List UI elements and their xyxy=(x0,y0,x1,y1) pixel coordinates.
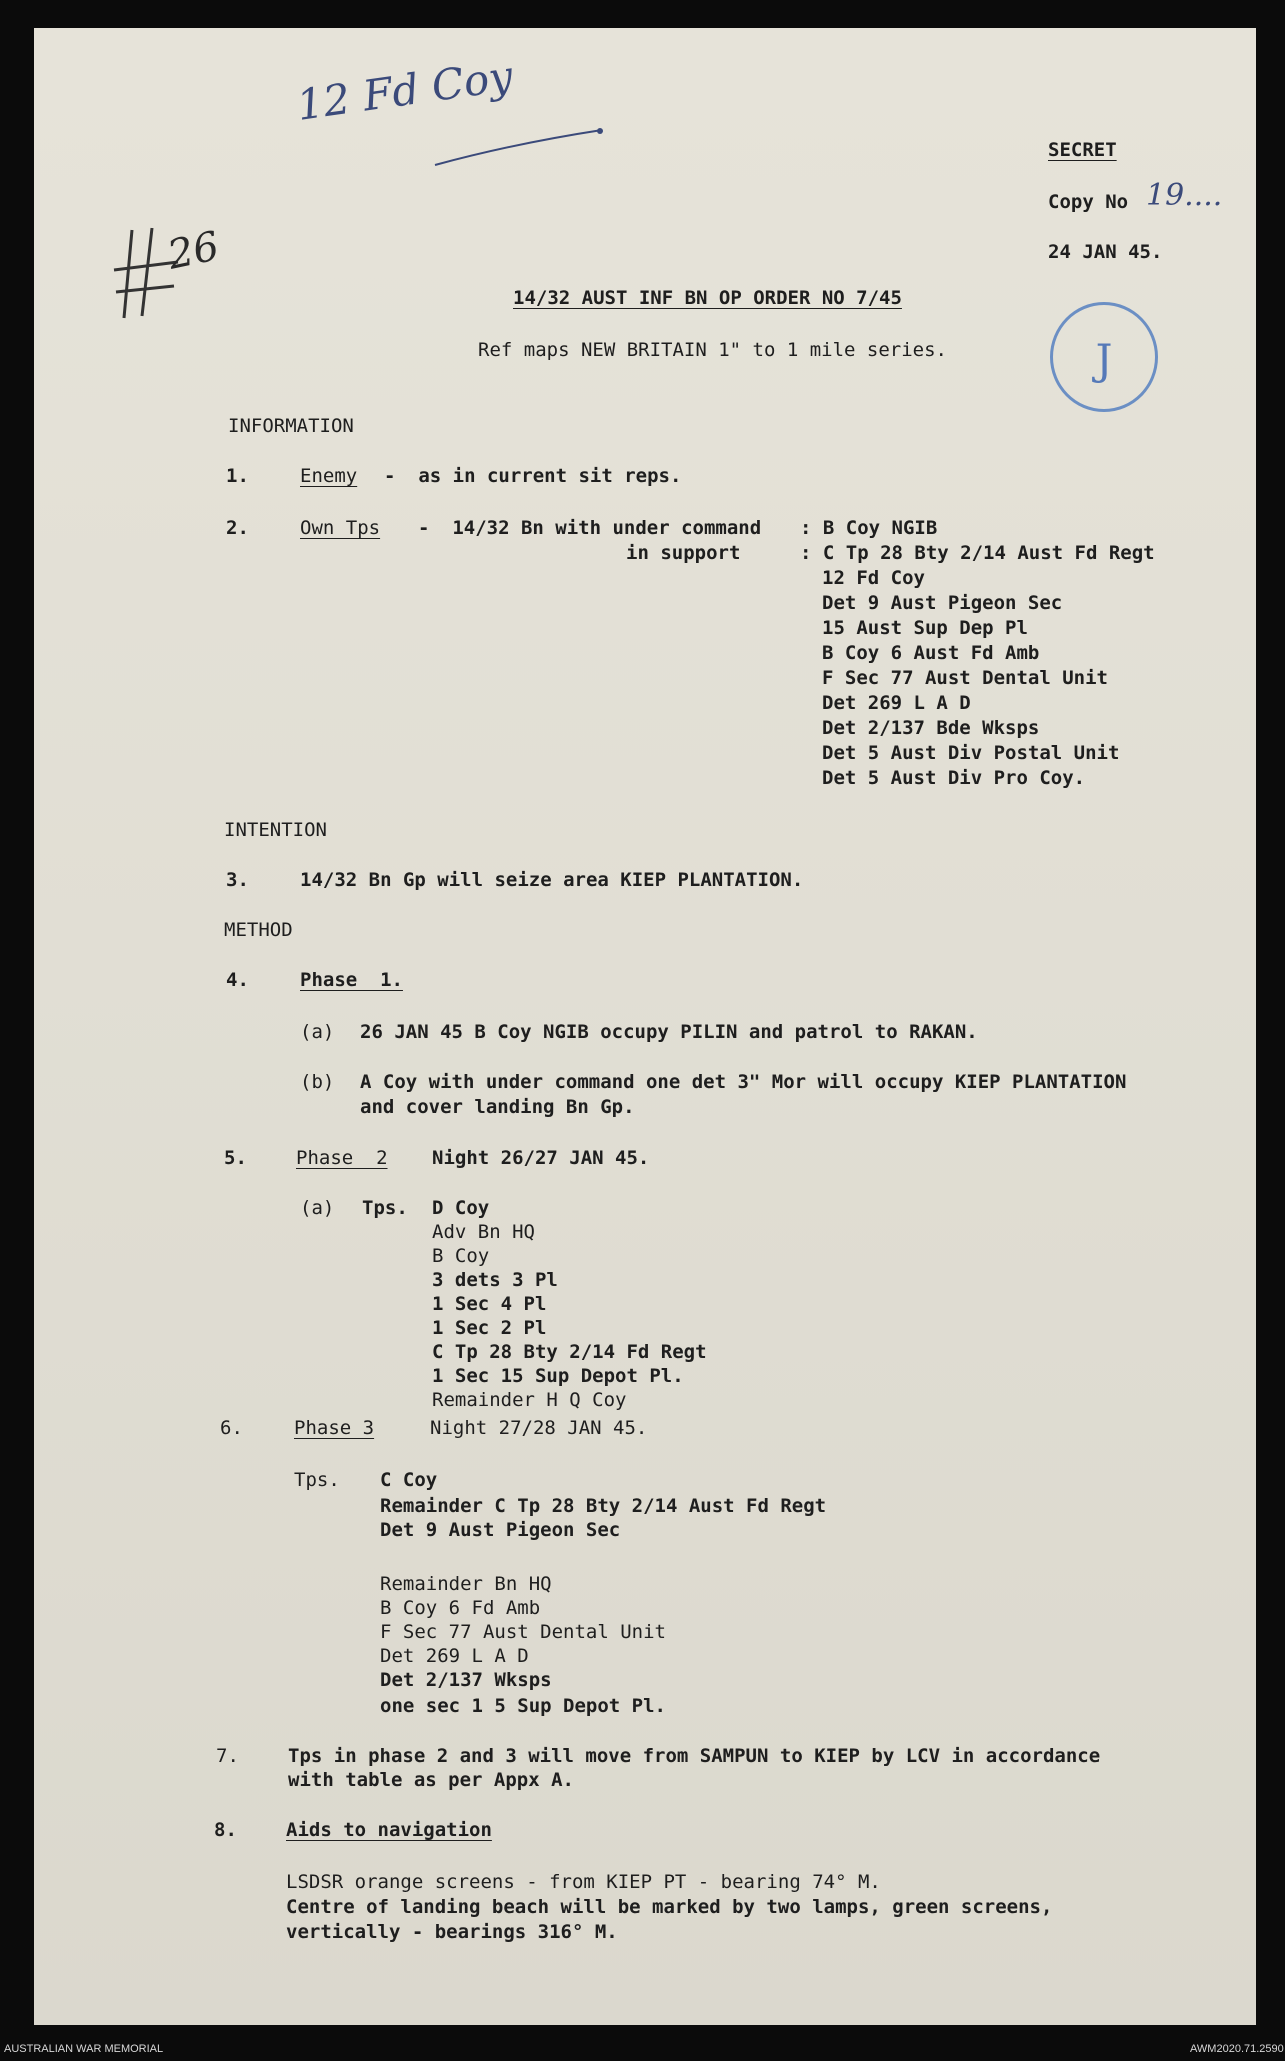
copy-number-value: 19.... xyxy=(1146,178,1223,213)
troop-list-item: B Coy 6 Fd Amb xyxy=(380,1597,541,1619)
para-number: 8. xyxy=(214,1819,237,1841)
troop-list-item: Remainder Bn HQ xyxy=(380,1573,552,1595)
section-heading-information: INFORMATION xyxy=(228,415,354,437)
tps-label: Tps. xyxy=(362,1197,408,1219)
navigation-text: vertically - bearings 316° M. xyxy=(286,1921,618,1943)
para-text-in-support: in support xyxy=(626,542,741,564)
unit-list-item: 15 Aust Sup Dep Pl xyxy=(822,617,1028,639)
para-number: 7. xyxy=(216,1745,239,1767)
phase-2-date: Night 26/27 JAN 45. xyxy=(432,1147,650,1169)
unit-list-item: Det 2/137 Bde Wksps xyxy=(822,717,1040,739)
troop-list-item: Adv Bn HQ xyxy=(432,1221,535,1243)
sub-para-tag: (a) xyxy=(300,1197,335,1219)
phase-3-label: Phase 3 xyxy=(294,1417,375,1439)
section-heading-method: METHOD xyxy=(224,919,293,941)
aids-to-navigation-label: Aids to navigation xyxy=(286,1819,492,1841)
section-heading-intention: INTENTION xyxy=(224,819,327,841)
troop-list-item: 3 dets 3 Pl xyxy=(432,1269,558,1291)
para-text-enemy: - as in current sit reps. xyxy=(384,465,682,487)
troop-list-item: C Tp 28 Bty 2/14 Fd Regt xyxy=(432,1341,707,1363)
unit-list-item: B Coy 6 Aust Fd Amb xyxy=(822,642,1040,664)
troop-list-item: one sec 1 5 Sup Depot Pl. xyxy=(380,1695,666,1717)
stamp-circle xyxy=(1050,302,1158,412)
troop-list-item: Det 9 Aust Pigeon Sec xyxy=(380,1519,621,1541)
unit-list-item: Det 269 L A D xyxy=(822,692,971,714)
handwritten-ref-mark: 26 xyxy=(163,223,224,279)
navigation-text: Centre of landing beach will be marked by two lamps, green screens, xyxy=(286,1896,1053,1918)
unit-list-item: : C Tp 28 Bty 2/14 Aust Fd Regt xyxy=(800,542,1155,564)
archive-reference: AWM2020.71.2590 xyxy=(1190,2043,1284,2055)
classification-label: SECRET xyxy=(1048,139,1117,161)
para-number: 5. xyxy=(224,1147,247,1169)
troop-list-item: F Sec 77 Aust Dental Unit xyxy=(380,1621,666,1643)
copy-number-label: Copy No xyxy=(1048,191,1129,213)
unit-list-item: 12 Fd Coy xyxy=(822,567,925,589)
order-title: 14/32 AUST INF BN OP ORDER NO 7/45 xyxy=(513,287,902,309)
para-number: 1. xyxy=(226,465,249,487)
phase-2-label: Phase 2 xyxy=(296,1147,388,1169)
unit-list-item: Det 9 Aust Pigeon Sec xyxy=(822,592,1063,614)
sub-para-tag: (a) xyxy=(300,1021,335,1043)
unit-list-item: Det 5 Aust Div Pro Coy. xyxy=(822,767,1086,789)
para-number: 2. xyxy=(226,517,249,539)
para-text-movement: with table as per Appx A. xyxy=(288,1769,574,1791)
phase-3-date: Night 27/28 JAN 45. xyxy=(430,1417,648,1439)
troop-list-item: 1 Sec 4 Pl xyxy=(432,1293,547,1315)
troop-list-item: Det 269 L A D xyxy=(380,1645,529,1667)
troop-list-item: 1 Sec 2 Pl xyxy=(432,1317,547,1339)
archive-credit: AUSTRALIAN WAR MEMORIAL xyxy=(4,2043,164,2055)
order-date: 24 JAN 45. xyxy=(1048,241,1163,263)
para-text-own-tps: - 14/32 Bn with under command xyxy=(418,517,762,539)
sub-para-text: 26 JAN 45 B Coy NGIB occupy PILIN and patrol to RAKAN. xyxy=(360,1021,978,1043)
troop-list-item: D Coy xyxy=(432,1197,490,1219)
sub-para-tag: (b) xyxy=(300,1071,335,1093)
reference-maps: Ref maps NEW BRITAIN 1" to 1 mile series. xyxy=(478,339,947,361)
troop-list-item: Remainder C Tp 28 Bty 2/14 Aust Fd Regt xyxy=(380,1495,827,1517)
unit-list-item: Det 5 Aust Div Postal Unit xyxy=(822,742,1120,764)
phase-1-label: Phase 1. xyxy=(300,969,403,991)
handwritten-stroke xyxy=(430,120,610,170)
troop-list-item: 1 Sec 15 Sup Depot Pl. xyxy=(432,1365,684,1387)
sub-para-text: A Coy with under command one det 3" Mor will occupy KIEP PLANTATION xyxy=(360,1071,1127,1093)
para-text-intention: 14/32 Bn Gp will seize area KIEP PLANTATION. xyxy=(300,869,804,891)
sub-para-text: and cover landing Bn Gp. xyxy=(360,1096,635,1118)
para-text-movement: Tps in phase 2 and 3 will move from SAMPUN to KIEP by LCV in accordance xyxy=(288,1745,1101,1767)
troop-list-item: Det 2/137 Wksps xyxy=(380,1669,552,1691)
para-number: 4. xyxy=(226,969,249,991)
para-label-enemy: Enemy xyxy=(300,465,358,487)
troop-list-item: Remainder H Q Coy xyxy=(432,1389,627,1411)
stamp-letter: J xyxy=(1095,335,1113,384)
handwritten-coy-note: 12 Fd Coy xyxy=(293,51,516,130)
navigation-text: LSDSR orange screens - from KIEP PT - bearing 74° M. xyxy=(286,1871,881,1893)
unit-list-item: : B Coy NGIB xyxy=(800,517,938,539)
unit-list-item: F Sec 77 Aust Dental Unit xyxy=(822,667,1108,689)
troop-list-item: C Coy xyxy=(380,1469,438,1491)
tps-label: Tps. xyxy=(294,1469,340,1491)
troop-list-item: B Coy xyxy=(432,1245,490,1267)
para-number: 3. xyxy=(226,869,249,891)
para-label-own-tps: Own Tps xyxy=(300,517,381,539)
para-number: 6. xyxy=(220,1417,243,1439)
